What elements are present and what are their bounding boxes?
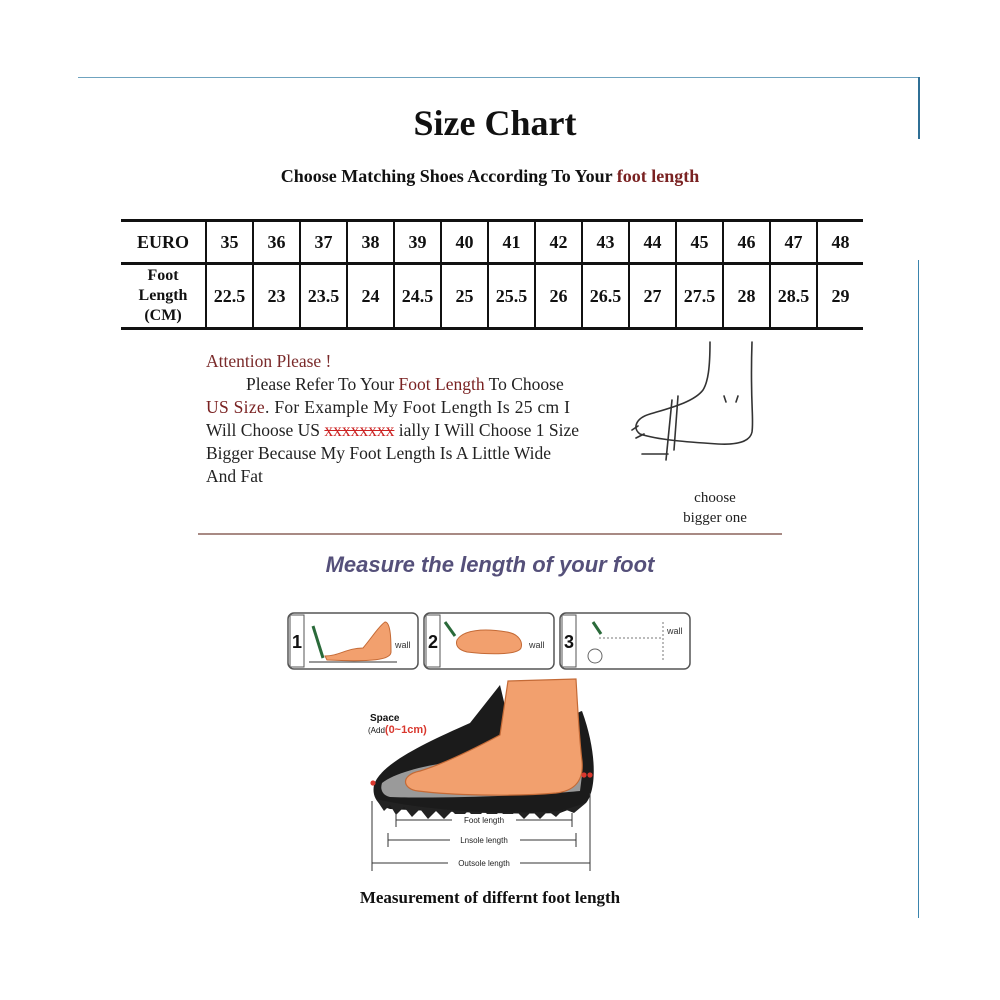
step-2-panel	[424, 613, 554, 669]
insole-length-label: Lnsole length	[460, 836, 508, 845]
wall-label: wall	[667, 626, 683, 636]
attention-line	[206, 396, 636, 419]
step-number: 2	[428, 632, 439, 652]
diagram-caption: Measurement of differnt foot length	[359, 888, 621, 907]
step-1-panel	[288, 613, 418, 669]
attention-line	[206, 419, 636, 442]
foot-length-header-line: Length	[138, 287, 188, 304]
euro-cell: 41	[488, 221, 535, 264]
choose-note-line: choose	[694, 490, 736, 506]
attention-text: ially I Will Choose 1 Size	[394, 420, 580, 440]
euro-cell: 46	[723, 221, 770, 264]
step-number: 1	[292, 632, 303, 652]
foot-length-header-line: Foot	[147, 267, 179, 284]
attention-line	[206, 373, 636, 396]
step-3-panel	[560, 613, 690, 669]
foot-length-cell: 26.5	[582, 264, 629, 329]
foot-length-cell: 28.5	[770, 264, 817, 329]
euro-header: EURO	[121, 221, 206, 264]
attention-line: And Fat	[206, 466, 263, 486]
euro-cell: 40	[441, 221, 488, 264]
step-number: 3	[564, 632, 575, 652]
space-add-label	[368, 724, 427, 736]
foot-length-header-line: (CM)	[144, 307, 182, 324]
frame-top-line	[78, 77, 920, 78]
euro-cell: 45	[676, 221, 723, 264]
foot-length-cell: 24	[347, 264, 394, 329]
page-title: Size Chart	[413, 103, 577, 143]
shoe-measurement-diagram	[360, 675, 620, 875]
foot-length-cell: 28	[723, 264, 770, 329]
attention-text: To Choose	[484, 374, 564, 394]
attention-heading: Attention Please !	[206, 351, 332, 371]
euro-cell: 43	[582, 221, 629, 264]
foot-length-cell: 23	[253, 264, 300, 329]
foot-length-cell: 25.5	[488, 264, 535, 329]
size-table	[121, 219, 863, 330]
euro-cell: 47	[770, 221, 817, 264]
attention-strikeout: xxxxxxxx	[324, 420, 395, 440]
foot-sketch-illustration	[618, 338, 768, 468]
foot-length-row	[121, 264, 863, 329]
wall-label: wall	[395, 640, 411, 650]
section-divider	[198, 533, 782, 535]
subtitle	[0, 166, 980, 187]
euro-row	[121, 221, 863, 264]
space-add-prefix: (Add	[368, 726, 385, 735]
euro-cell: 37	[300, 221, 347, 264]
euro-cell: 36	[253, 221, 300, 264]
foot-length-cell: 27.5	[676, 264, 723, 329]
foot-length-cell: 29	[817, 264, 863, 329]
foot-length-cell: 25	[441, 264, 488, 329]
euro-cell: 39	[394, 221, 441, 264]
choose-note-line: bigger one	[683, 510, 747, 526]
euro-cell: 48	[817, 221, 863, 264]
foot-length-cell: 22.5	[206, 264, 253, 329]
space-add-value: (0~1cm)	[384, 724, 427, 736]
outsole-length-label: Outsole length	[458, 859, 510, 868]
subtitle-prefix: Choose Matching Shoes According To Your	[280, 166, 617, 186]
measure-title: Measure the length of your foot	[325, 552, 655, 577]
foot-length-header	[121, 264, 206, 329]
attention-highlight: US Size	[206, 397, 265, 417]
foot-length-cell: 23.5	[300, 264, 347, 329]
subtitle-highlight: foot length	[616, 166, 700, 186]
wall-label: wall	[529, 640, 545, 650]
attention-highlight: Foot Length	[398, 374, 485, 394]
euro-cell: 35	[206, 221, 253, 264]
euro-cell: 44	[629, 221, 676, 264]
foot-length-cell: 27	[629, 264, 676, 329]
attention-text: Will Choose US	[206, 420, 325, 440]
attention-line: Bigger Because My Foot Length Is A Little Wide	[206, 443, 552, 463]
foot-length-cell: 26	[535, 264, 582, 329]
attention-note	[206, 350, 636, 488]
euro-cell: 42	[535, 221, 582, 264]
euro-cell: 38	[347, 221, 394, 264]
measure-steps-strip	[287, 612, 691, 672]
attention-text: Please Refer To Your	[246, 374, 399, 394]
foot-length-cell: 24.5	[394, 264, 441, 329]
foot-length-label: Foot length	[463, 816, 505, 825]
frame-right-line-lower	[918, 260, 919, 918]
choose-bigger-note	[660, 488, 770, 528]
space-label: Space	[370, 713, 400, 724]
attention-text: . For Example My Foot Length Is 25 cm I	[264, 397, 571, 417]
